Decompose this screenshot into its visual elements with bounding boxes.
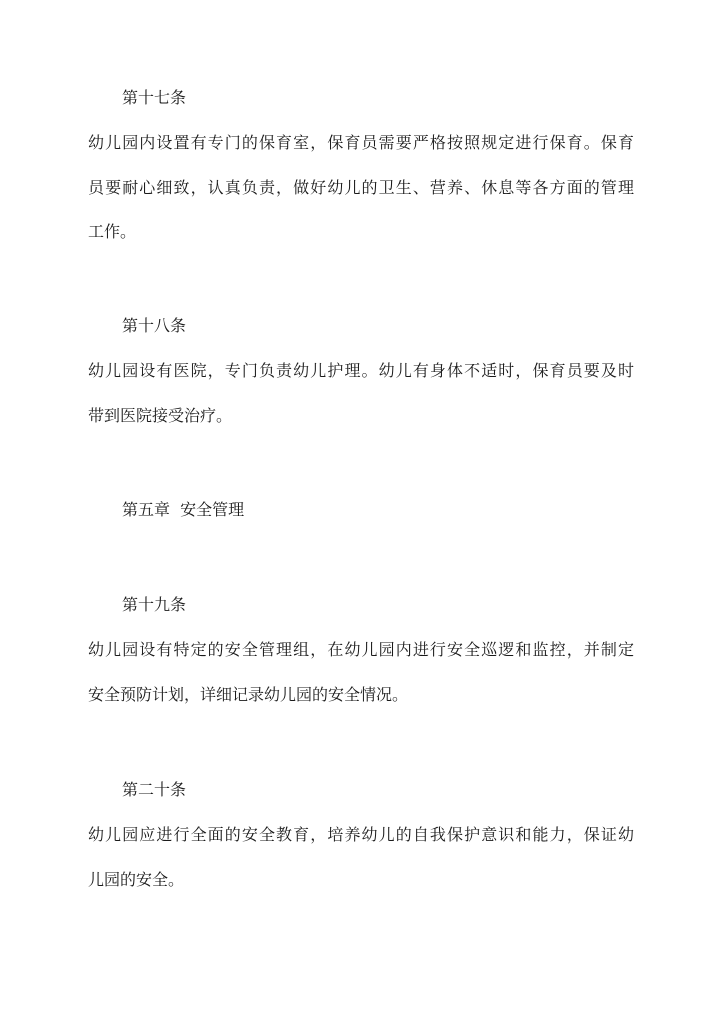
- article-20-line-2: 儿园的安全。: [88, 870, 185, 889]
- article-17-line-2: 员要耐心细致，认真负责，做好幼儿的卫生、营养、休息等各方面的管理: [88, 178, 634, 197]
- article-20-line-1: 幼儿园应进行全面的安全教育，培养幼儿的自我保护意识和能力，保证幼: [88, 825, 634, 844]
- article-17-line-3: 工作。: [88, 222, 137, 241]
- article-19-line-2: 安全预防计划，详细记录幼儿园的安全情况。: [88, 685, 409, 704]
- article-18-line-1: 幼儿园设有医院，专门负责幼儿护理。幼儿有身体不适时，保育员要及时: [88, 361, 634, 380]
- article-20-heading: 第二十条: [122, 780, 187, 799]
- article-18-line-2: 带到医院接受治疗。: [88, 406, 233, 425]
- chapter-5-heading: 第五章 安全管理: [122, 500, 245, 519]
- article-17-heading: 第十七条: [122, 88, 187, 107]
- article-19-line-1: 幼儿园设有特定的安全管理组，在幼儿园内进行安全巡逻和监控，并制定: [88, 640, 634, 659]
- article-19-heading: 第十九条: [122, 595, 187, 614]
- article-18-heading: 第十八条: [122, 316, 187, 335]
- article-17-line-1: 幼儿园内设置有专门的保育室，保育员需要严格按照规定进行保育。保育: [88, 133, 634, 152]
